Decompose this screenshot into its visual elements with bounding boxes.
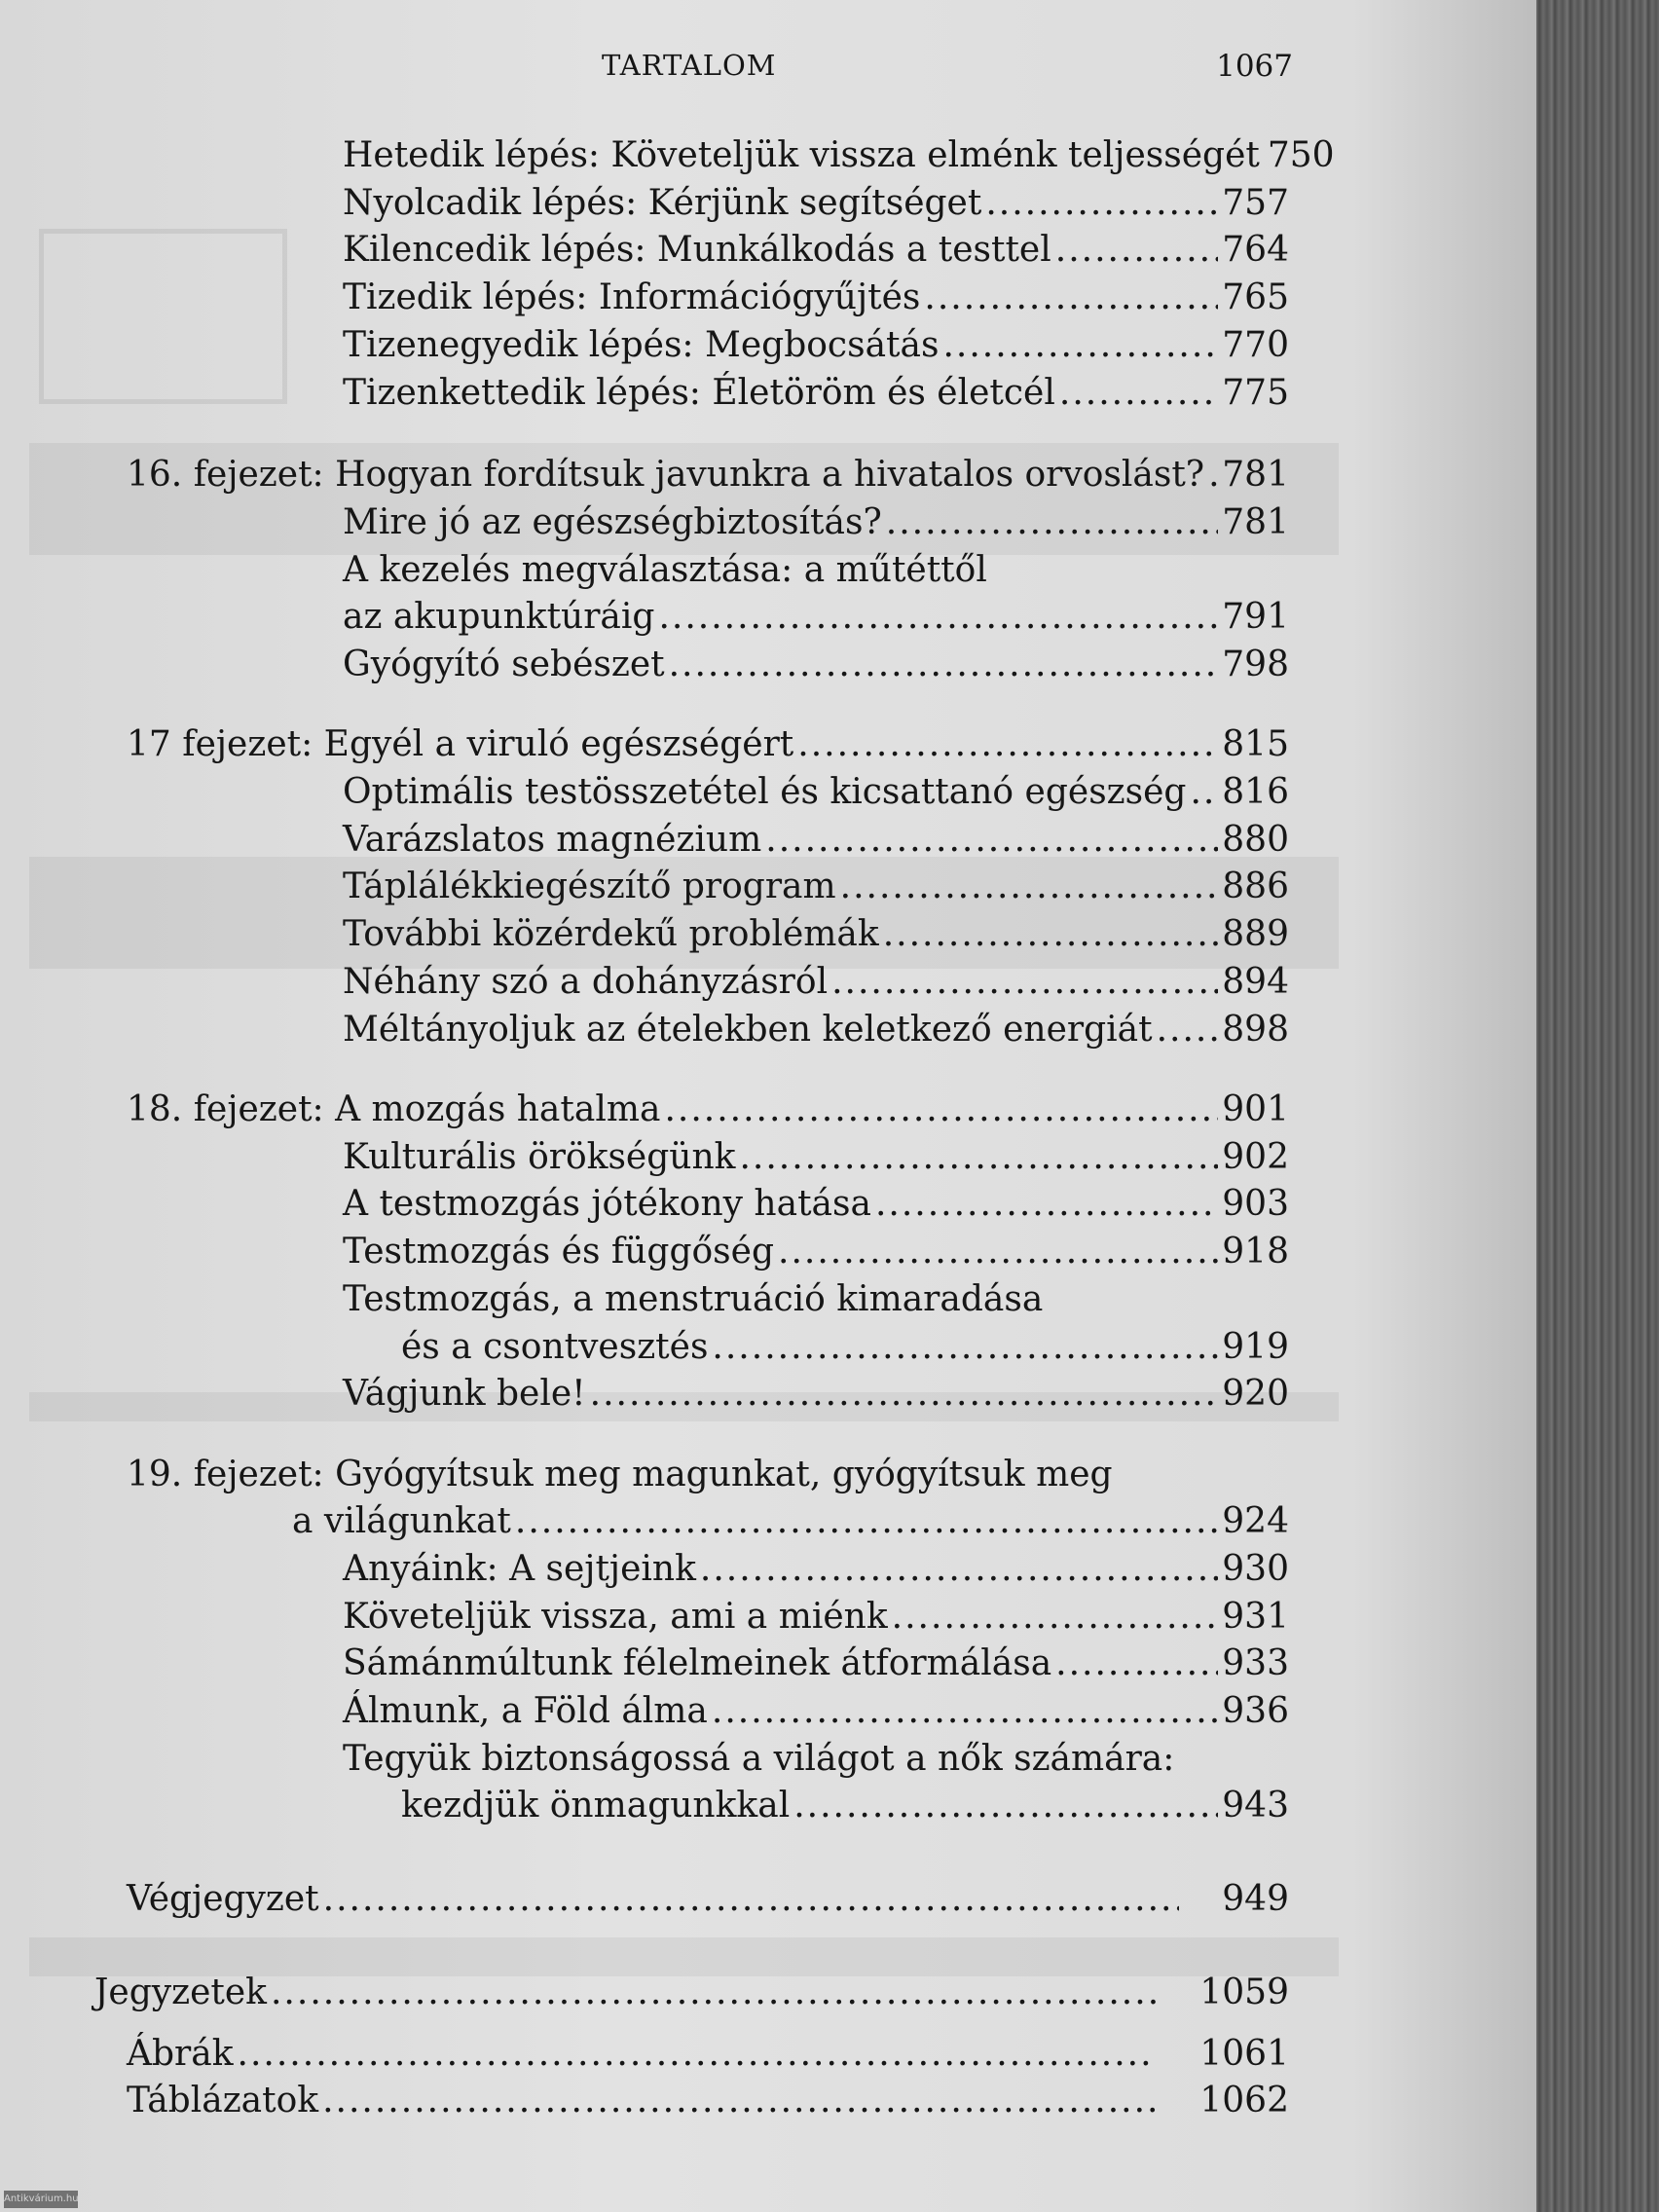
toc-entry: [401, 1784, 1289, 1828]
dot-leader: [323, 1877, 1180, 1922]
toc-entry-page: 815: [1222, 724, 1289, 764]
toc-entry-page: 816: [1222, 772, 1289, 812]
toc-entry: [343, 276, 1289, 320]
toc-entry: [343, 643, 1289, 687]
toc-entry-page: 901: [1222, 1089, 1289, 1129]
toc-chapter-entry: [127, 1088, 1289, 1132]
toc-entry-page: 1062: [1199, 2081, 1289, 2120]
dot-leader: [1208, 453, 1218, 498]
toc-entry: [343, 1008, 1289, 1052]
toc-entry-title: Jegyzetek: [94, 1972, 267, 2012]
toc-entry-title: az akupunktúráig: [343, 597, 655, 637]
toc-entry: [343, 500, 1289, 545]
toc-section-entry: [94, 1971, 1289, 2015]
dot-leader: [322, 2079, 1157, 2123]
toc-entry: [343, 1182, 1289, 1227]
toc-entry-page: 920: [1222, 1374, 1289, 1414]
toc-entry-title: Táblázatok: [127, 2081, 319, 2120]
toc-chapter-entry: [127, 1453, 1289, 1497]
watermark: Antikvárium.hu: [4, 2191, 78, 2208]
dot-leader: [669, 643, 1219, 687]
toc-entry-page: 798: [1222, 645, 1289, 684]
toc-entry-page: 898: [1222, 1010, 1289, 1050]
toc-entry-page: 770: [1222, 325, 1289, 365]
toc-entry: [343, 770, 1289, 815]
toc-entry-title: és a csontvesztés: [401, 1327, 709, 1367]
toc-entry-page: 933: [1222, 1643, 1289, 1683]
running-header-title: TARTALOM: [602, 49, 777, 82]
toc-entry-title: 18. fejezet: A mozgás hatalma: [127, 1089, 661, 1129]
toc-entry: [343, 1135, 1289, 1180]
toc-entry-page: 918: [1222, 1232, 1289, 1272]
toc-entry-title: Követeljük vissza, ami a miénk: [343, 1597, 888, 1637]
toc-entry-page: 750: [1267, 135, 1335, 175]
dot-leader: [271, 1971, 1157, 2015]
dot-leader: [883, 912, 1219, 957]
toc-entry-title: Vágjunk bele!: [343, 1374, 586, 1414]
toc-entry-title: További közérdekű problémák: [343, 914, 879, 954]
toc-entry-title: Hetedik lépés: Követeljük vissza elménk teljességét: [343, 135, 1260, 175]
toc-entry: [343, 865, 1289, 909]
toc-entry: [343, 595, 1289, 640]
toc-chapter-entry: [127, 722, 1289, 767]
toc-entry-title: Anyáink: A sejtjeink: [343, 1549, 696, 1589]
toc-entry-title: Testmozgás, a menstruáció kimaradása: [343, 1279, 1044, 1319]
toc-entry-title: a világunkat: [292, 1501, 511, 1541]
dot-leader: [793, 1784, 1218, 1828]
toc-entry-title: Gyógyító sebészet: [343, 645, 665, 684]
toc-entry: [343, 133, 1335, 178]
toc-entry-title: Varázslatos magnézium: [343, 820, 762, 860]
toc-entry: [343, 1641, 1289, 1686]
toc-section-entry: [127, 1877, 1289, 1922]
toc-entry: [343, 323, 1289, 368]
dot-leader: [924, 276, 1218, 320]
dot-leader: [886, 500, 1219, 545]
toc-entry-page: 936: [1222, 1691, 1289, 1731]
dot-leader: [831, 960, 1218, 1005]
toc-entry-title: Ábrák: [127, 2034, 234, 2074]
toc-entry-title: Tizenegyedik lépés: Megbocsátás: [343, 325, 940, 365]
toc-entry-title: 17 fejezet: Egyél a viruló egészségért: [127, 724, 794, 764]
page-number: 1067: [1216, 49, 1293, 84]
dot-leader: [985, 181, 1218, 226]
toc-entry: [343, 1372, 1289, 1417]
toc-entry-title: Sámánmúltunk félelmeinek átformálása: [343, 1643, 1052, 1683]
dot-leader: [1059, 371, 1218, 416]
toc-entry: [343, 371, 1289, 416]
toc-entry-title: Méltányoljuk az ételekben keletkező energiát: [343, 1010, 1153, 1050]
toc-entry: [343, 960, 1289, 1005]
toc-entry-page: 781: [1222, 502, 1289, 542]
dot-leader: [712, 1689, 1218, 1734]
dot-leader: [658, 595, 1218, 640]
toc-entry: [343, 1230, 1289, 1274]
dot-leader: [797, 722, 1218, 767]
toc-entry-page: 902: [1222, 1137, 1289, 1177]
toc-entry-page: 931: [1222, 1597, 1289, 1637]
toc-chapter-entry: [127, 453, 1289, 498]
toc-entry-title: Végjegyzet: [127, 1879, 319, 1919]
toc-entry-page: 757: [1222, 183, 1289, 223]
toc-entry: [343, 1737, 1289, 1782]
toc-entry-page: 765: [1222, 277, 1289, 317]
toc-entry-page: 919: [1222, 1327, 1289, 1367]
toc-section-entry: [127, 2079, 1289, 2123]
toc-entry: [343, 1689, 1289, 1734]
toc-entry-page: 903: [1222, 1184, 1289, 1224]
toc-entry-page: 781: [1222, 455, 1289, 495]
toc-entry: [343, 181, 1289, 226]
toc-entry-title: Tizenkettedik lépés: Életöröm és életcél: [343, 373, 1055, 413]
dot-leader: [1190, 770, 1218, 815]
toc-entry: [343, 228, 1289, 273]
toc-entry-page: 924: [1222, 1501, 1289, 1541]
toc-entry-title: kezdjük önmagunkkal: [401, 1786, 791, 1825]
toc-entry-page: 764: [1222, 230, 1289, 270]
toc-entry-title: 19. fejezet: Gyógyítsuk meg magunkat, gyógyítsuk meg: [127, 1455, 1113, 1494]
toc-entry: [343, 1595, 1289, 1640]
toc-entry-page: 1061: [1199, 2034, 1289, 2074]
toc-entry: [401, 1325, 1289, 1370]
toc-entry-title: Kilencedik lépés: Munkálkodás a testtel: [343, 230, 1051, 270]
toc-entry-title: Tizedik lépés: Információgyűjtés: [343, 277, 921, 317]
toc-entry-title: Optimális testösszetétel és kicsattanó egészség: [343, 772, 1187, 812]
dot-leader: [739, 1135, 1218, 1180]
toc-entry-page: 930: [1222, 1549, 1289, 1589]
toc-entry-title: Testmozgás és függőség: [343, 1232, 774, 1272]
toc-entry-page: 1059: [1199, 1972, 1289, 2012]
toc-entry-page: 889: [1222, 914, 1289, 954]
background-wood-surface: [1536, 0, 1659, 2212]
toc-entry-page: 943: [1222, 1786, 1289, 1825]
dot-leader: [892, 1595, 1219, 1640]
dot-leader: [942, 323, 1218, 368]
dot-leader: [765, 818, 1218, 863]
toc-entry-title: Mire jó az egészségbiztosítás?: [343, 502, 882, 542]
toc-entry-title: Álmunk, a Föld álma: [343, 1691, 708, 1731]
dot-leader: [778, 1230, 1218, 1274]
toc-entry: [343, 548, 1289, 593]
toc-entry: [343, 1277, 1289, 1322]
dot-leader: [590, 1372, 1219, 1417]
toc-entry: [343, 818, 1289, 863]
toc-entry-title: Nyolcadik lépés: Kérjünk segítséget: [343, 183, 982, 223]
dot-leader: [700, 1547, 1218, 1592]
toc-entry-title: Táplálékkiegészítő program: [343, 866, 836, 906]
toc-entry-page: 949: [1222, 1879, 1289, 1919]
dot-leader: [1055, 1641, 1218, 1686]
toc-entry: [343, 1547, 1289, 1592]
dot-leader: [238, 2032, 1158, 2077]
toc-entry-page: 791: [1222, 597, 1289, 637]
toc-entry-title: 16. fejezet: Hogyan fordítsuk javunkra a hivatalos orvoslást?: [127, 455, 1205, 495]
dot-leader: [664, 1088, 1218, 1132]
dot-leader: [1055, 228, 1219, 273]
toc-entry: [292, 1499, 1289, 1544]
toc-entry-title: Néhány szó a dohányzásról: [343, 962, 829, 1002]
dot-leader: [515, 1499, 1218, 1544]
toc-entry: [343, 912, 1289, 957]
dot-leader: [840, 865, 1219, 909]
toc-section-entry: [127, 2032, 1289, 2077]
dot-leader: [875, 1182, 1218, 1227]
dot-leader: [712, 1325, 1218, 1370]
toc-entry-title: Kulturális örökségünk: [343, 1137, 736, 1177]
toc-entry-title: Tegyük biztonságossá a világot a nők számára:: [343, 1739, 1175, 1779]
toc-entry-page: 894: [1222, 962, 1289, 1002]
toc-entry-page: 775: [1222, 373, 1289, 413]
toc-entry-title: A testmozgás jótékony hatása: [343, 1184, 871, 1224]
toc-entry-title: A kezelés megválasztása: a műtéttől: [343, 550, 987, 590]
toc-entry-page: 880: [1222, 820, 1289, 860]
dot-leader: [1157, 1008, 1219, 1052]
toc-entry-page: 886: [1222, 866, 1289, 906]
